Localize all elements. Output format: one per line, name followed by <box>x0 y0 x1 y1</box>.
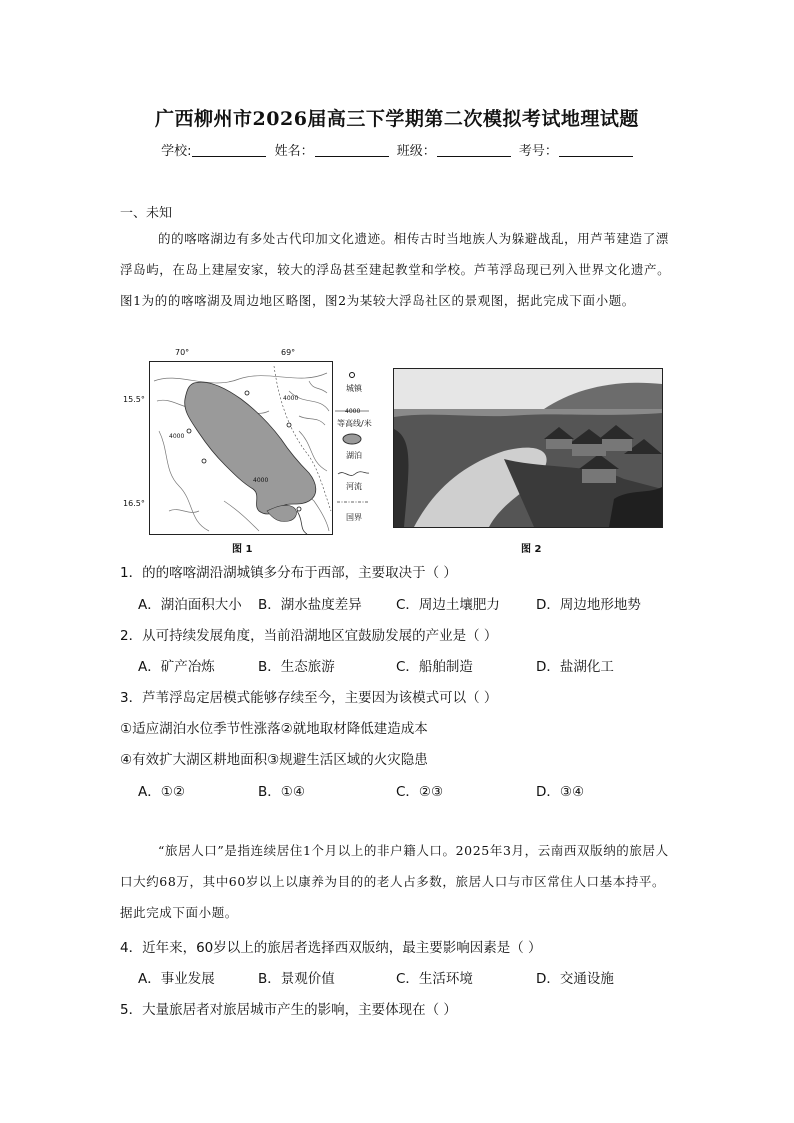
q1-option-a[interactable]: A．湖泊面积大小 <box>138 597 242 613</box>
question-3-statements-1: ①适应湖泊水位季节性涨落②就地取材降低建造成本 <box>120 721 428 737</box>
question-3-statements-2: ④有效扩大湖区耕地面积③规避生活区域的火灾隐患 <box>120 752 428 768</box>
lake-map-graphic <box>149 361 374 535</box>
question-3-stem: 3．芦苇浮岛定居模式能够存续至今，主要因为该模式可以（ ） <box>120 690 498 706</box>
q3-option-a[interactable]: A．①② <box>138 784 185 800</box>
q2-option-a[interactable]: A．矿产冶炼 <box>138 659 215 675</box>
legend-town: 城镇 <box>346 384 362 393</box>
exam-number-blank[interactable] <box>559 143 633 157</box>
name-label: 姓名： <box>274 144 314 159</box>
lat-label-15-5: 15.5° <box>123 395 145 404</box>
lon-label-69: 69° <box>281 348 296 357</box>
legend-river: 河流 <box>346 482 362 491</box>
q3-option-d[interactable]: D．③④ <box>536 784 585 800</box>
section-heading: 一、未知 <box>120 206 173 221</box>
figure-2-caption: 图 2 <box>521 544 542 555</box>
q2-option-c[interactable]: C．船舶制造 <box>396 659 473 675</box>
q3-option-c[interactable]: C．②③ <box>396 784 444 800</box>
question-2-stem: 2．从可持续发展角度，当前沿湖地区宜鼓励发展的产业是（ ） <box>120 628 498 644</box>
class-blank[interactable] <box>437 143 511 157</box>
contour-label: 4000 <box>253 477 269 484</box>
passage-text: 的的喀喀湖边有多处古代印加文化遗迹。相传古时当地族人为躲避战乱，用芦苇建造了漂浮岛屿，在岛上建屋安家，较大的浮岛甚至建起教堂和学校。芦苇浮岛现已列入世界文化遗产。图1为的的喀喀湖及周边地区略图，图2为某较大浮岛社区的景观图，据此完成下面小题。 <box>120 231 671 308</box>
passage-text: “旅居人口”是指连续居住1个月以上的非户籍人口。2025年3月，云南西双版纳的旅居人口大约68万，其中60岁以上以康养为目的的老人占多数，旅居人口与市区常住人口基本持平。据此完成下面小题。 <box>120 843 669 920</box>
lon-label-70: 70° <box>175 348 190 357</box>
school-label: 学校: <box>161 144 192 159</box>
page-title: 广西柳州市2026届高三下学期第二次模拟考试地理试题 <box>155 108 639 130</box>
class-label: 班级： <box>396 144 436 159</box>
q3-option-b[interactable]: B．①④ <box>258 784 305 800</box>
question-5-stem: 5．大量旅居者对旅居城市产生的影响，主要体现在（ ） <box>120 1002 457 1018</box>
q1-option-d[interactable]: D．周边地形地势 <box>536 597 641 613</box>
school-field[interactable] <box>161 140 266 159</box>
q1-option-c[interactable]: C．周边土壤肥力 <box>396 597 500 613</box>
q2-option-b[interactable]: B．生态旅游 <box>258 659 335 675</box>
question-4-stem: 4．近年来，60岁以上的旅居者选择西双版纳，最主要影响因素是（ ） <box>120 940 542 956</box>
q4-option-d[interactable]: D．交通设施 <box>536 971 614 987</box>
q4-option-b[interactable]: B．景观价值 <box>258 971 335 987</box>
floating-island-illustration <box>394 369 662 527</box>
student-info-line <box>0 140 794 159</box>
legend-border: 国界 <box>346 513 362 522</box>
contour-label: 4000 <box>169 433 185 440</box>
legend-lake: 湖泊 <box>346 451 362 460</box>
q4-option-a[interactable]: A．事业发展 <box>138 971 215 987</box>
class-field[interactable] <box>397 140 511 159</box>
name-blank[interactable] <box>315 143 389 157</box>
passage-titicaca <box>120 223 673 316</box>
figure-1-caption: 图 1 <box>232 544 253 555</box>
passage-sojourn <box>120 835 673 928</box>
name-field[interactable] <box>275 140 389 159</box>
q4-option-c[interactable]: C．生活环境 <box>396 971 473 987</box>
legend-contour-value: 4000 <box>345 408 361 415</box>
legend-contour: 等高线/米 <box>337 419 372 428</box>
figure-1-map <box>123 348 374 535</box>
q2-option-d[interactable]: D．盐湖化工 <box>536 659 614 675</box>
q1-option-b[interactable]: B．湖水盐度差异 <box>258 597 362 613</box>
contour-label: 4000 <box>283 395 299 402</box>
question-1-stem: 1．的的喀喀湖沿湖城镇多分布于西部，主要取决于（ ） <box>120 565 457 581</box>
exam-number-label: 考号： <box>518 144 558 159</box>
figure-2-photo <box>393 368 663 528</box>
lat-label-16-5: 16.5° <box>123 499 145 508</box>
school-blank[interactable] <box>192 143 266 157</box>
exam-number-field[interactable] <box>519 140 633 159</box>
